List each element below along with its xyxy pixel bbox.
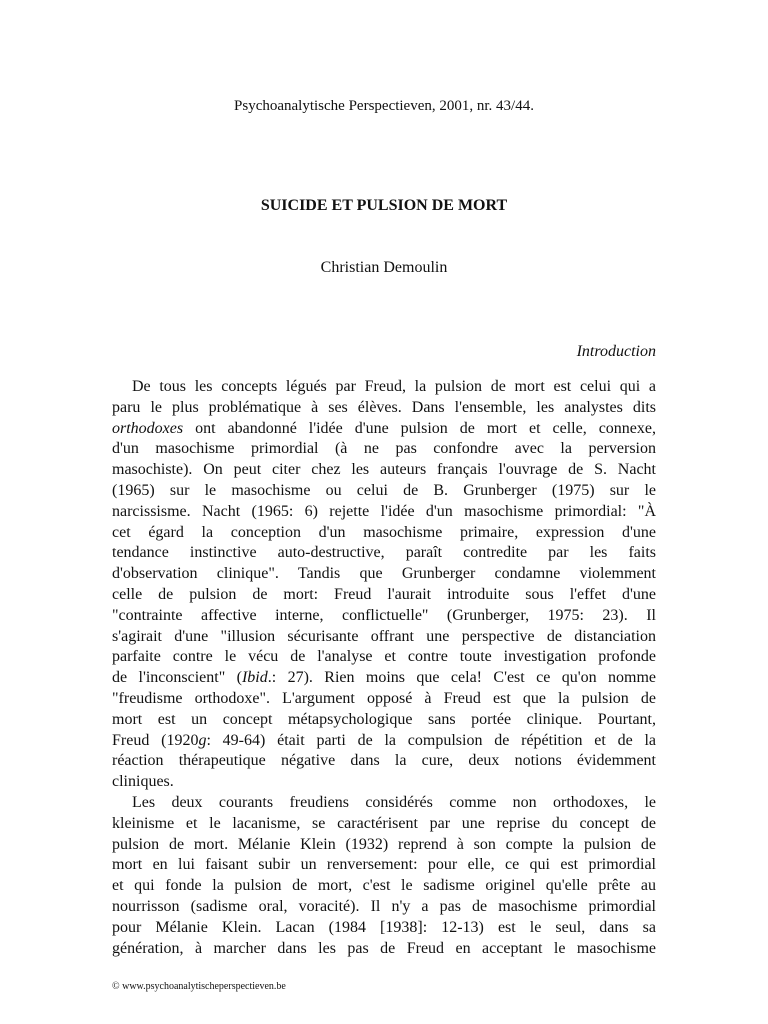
text-line: (1965) sur le masochisme ou celui de B. Grunberger (1975) sur le — [112, 481, 656, 499]
text-line: pulsion de mort. Mélanie Klein (1932) reprend à son compte la pulsion de — [112, 835, 656, 853]
article-body — [112, 377, 656, 959]
section-heading: Introduction — [576, 343, 656, 360]
text-line: tendance instinctive auto-destructive, paraît contredite par les faits — [112, 544, 656, 562]
text-line: d'un masochisme primordial (à ne pas confondre avec la perversion — [112, 440, 656, 458]
text-line: d'observation clinique". Tandis que Grunberger condamne violemment — [112, 565, 656, 583]
italic-term: Ibid — [241, 669, 268, 687]
text-fragment: . — [267, 669, 272, 687]
text-line: "contrainte affective interne, conflictuelle" (Grunberger, 1975: 23). Il — [112, 606, 656, 624]
text-fragment: de l'inconscient" ( — [112, 669, 242, 687]
text-line — [112, 419, 656, 440]
italic-term: orthodoxes — [112, 419, 184, 437]
text-line: cet égard la conception d'un masochisme primaire, expression d'une — [112, 523, 656, 541]
text-line — [112, 731, 656, 752]
text-line: nourrisson (sadisme oral, voracité). Il n'y a pas de masochisme primordial — [112, 897, 656, 915]
paragraph-1 — [112, 377, 656, 793]
article-title: SUICIDE ET PULSION DE MORT — [260, 197, 508, 214]
text-line: s'agirait d'une "illusion sécurisante offrant une perspective de distanciation — [112, 627, 656, 645]
text-line: mort est un concept métapsychologique sans portée clinique. Pourtant, — [112, 710, 656, 728]
text-line: paru le plus problématique à ses élèves. Dans l'ensemble, les analystes dits — [112, 398, 656, 416]
text-fragment: Freud (1920 — [112, 731, 199, 749]
text-line: masochiste). On peut citer chez les auteurs français l'ouvrage de S. Nacht — [112, 461, 656, 479]
text-line: De tous les concepts légués par Freud, la pulsion de mort est celui qui a — [132, 378, 656, 395]
text-line: et qui fonde la pulsion de mort, c'est le sadisme originel qu'elle prête au — [112, 877, 656, 895]
text-line: celle de pulsion de mort: Freud l'aurait introduite sous l'effet d'une — [112, 585, 656, 603]
text-fragment: : 49-64) était parti de la compulsion de répétition et de la — [206, 731, 657, 749]
text-line: "freudisme orthodoxe". L'argument opposé à Freud est que la pulsion de — [112, 689, 656, 707]
paragraph-2 — [112, 793, 656, 959]
text-line — [112, 668, 656, 689]
text-line: mort en lui faisant subir un renversement: pour elle, ce qui est primordial — [112, 856, 656, 874]
text-fragment: : 27). Rien moins que cela! C'est ce qu'on nomme — [271, 669, 656, 687]
text-line: réaction thérapeutique négative dans la cure, deux notions évidemment — [112, 752, 656, 770]
copyright-footer: © www.psychoanalytischeperspectieven.be — [112, 981, 286, 992]
article-author: Christian Demoulin — [320, 259, 448, 276]
text-line: cliniques. — [112, 773, 174, 791]
text-line: kleinisme et le lacanisme, se caractérisent par une reprise du concept de — [112, 814, 656, 832]
text-line: pour Mélanie Klein. Lacan (1984 [1938]: 12-13) est le seul, dans sa — [112, 918, 656, 936]
text-line: Les deux courants freudiens considérés comme non orthodoxes, le — [132, 793, 656, 811]
italic-term: g — [198, 731, 207, 749]
journal-citation: Psychoanalytische Perspectieven, 2001, nr. 43/44. — [234, 98, 534, 114]
text-line: narcissisme. Nacht (1965: 6) rejette l'idée d'un masochisme primordial: "À — [112, 502, 656, 520]
text-line: parfaite contre le vécu de l'analyse et contre toute investigation profonde — [112, 648, 656, 666]
text-line: génération, à marcher dans les pas de Freud en acceptant le masochisme — [112, 939, 656, 957]
text-fragment: ont abandonné l'idée d'une pulsion de mort et celle, connexe, — [195, 419, 656, 437]
